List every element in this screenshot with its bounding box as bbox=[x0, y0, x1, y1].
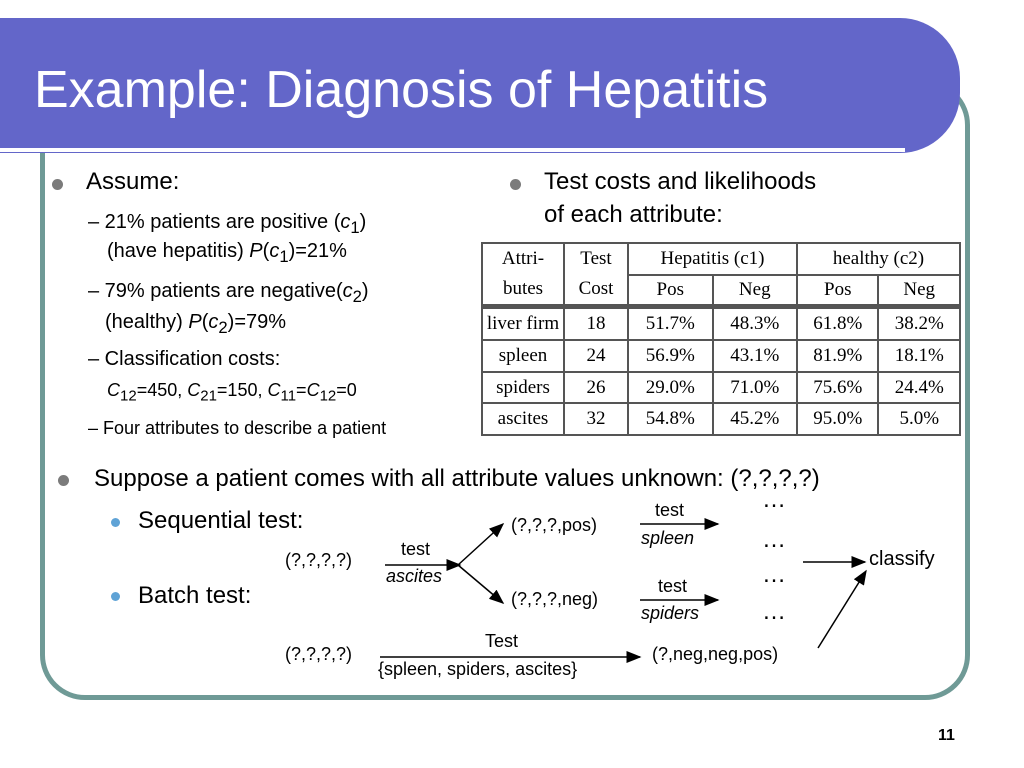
header-healthy: healthy (c2) bbox=[797, 243, 960, 275]
cell-value: 95.0% bbox=[797, 403, 878, 435]
ellipsis: … bbox=[762, 526, 786, 553]
cell-value: 56.9% bbox=[628, 340, 713, 372]
batch-test-set: {spleen, spiders, ascites} bbox=[378, 659, 578, 679]
cell-cost: 18 bbox=[564, 307, 628, 341]
test-costs-heading-2: of each attribute: bbox=[544, 201, 723, 228]
label-test: test bbox=[655, 500, 685, 520]
page-number: 11 bbox=[938, 727, 955, 744]
four-attributes-line: – Four attributes to describe a patient bbox=[88, 418, 387, 438]
cell-value: 54.8% bbox=[628, 403, 713, 435]
header-neg: Neg bbox=[878, 275, 960, 307]
state-pos: (?,?,?,pos) bbox=[511, 515, 598, 535]
cell-cost: 24 bbox=[564, 340, 628, 372]
header-attributes: Attri- butes bbox=[482, 243, 564, 307]
sequential-test-label: Sequential test: bbox=[138, 507, 304, 534]
state-start: (?,?,?,?) bbox=[285, 550, 353, 570]
ellipsis: … bbox=[762, 598, 786, 625]
header-hepatitis: Hepatitis (c1) bbox=[628, 243, 797, 275]
header-pos: Pos bbox=[628, 275, 713, 307]
cell-value: 45.2% bbox=[713, 403, 798, 435]
cell-value: 29.0% bbox=[628, 372, 713, 404]
slide-title: Example: Diagnosis of Hepatitis bbox=[34, 61, 769, 119]
assume-heading: Assume: bbox=[86, 168, 180, 195]
positive-line: – 21% patients are positive $(c_1)$ bbox=[88, 211, 367, 237]
label-test: test bbox=[401, 539, 431, 559]
cell-value: 61.8% bbox=[797, 307, 878, 341]
suppose-line: Suppose a patient comes with all attribute values unknown: (?,?,?,?) bbox=[94, 465, 820, 492]
arrow-to-pos bbox=[458, 524, 503, 565]
label-test: test bbox=[658, 576, 688, 596]
state-neg: (?,?,?,neg) bbox=[511, 589, 599, 609]
cell-value: 18.1% bbox=[878, 340, 960, 372]
header-neg: Neg bbox=[713, 275, 798, 307]
label-spiders: spiders bbox=[641, 603, 700, 623]
classification-costs-line: – Classification costs: bbox=[88, 348, 281, 370]
positive-prob-line: (have hepatitis) $P(c_1)=21\%$ bbox=[107, 240, 347, 266]
cell-cost: 26 bbox=[564, 372, 628, 404]
header-pos: Pos bbox=[797, 275, 878, 307]
cell-attr: spleen bbox=[482, 340, 564, 372]
cell-attr: ascites bbox=[482, 403, 564, 435]
batch-test-label: Batch test: bbox=[138, 582, 252, 609]
cell-value: 48.3% bbox=[713, 307, 798, 341]
cell-value: 51.7% bbox=[628, 307, 713, 341]
cell-value: 38.2% bbox=[878, 307, 960, 341]
cell-attr: liver firm bbox=[482, 307, 564, 341]
cell-value: 71.0% bbox=[713, 372, 798, 404]
batch-test-label-text: Test bbox=[485, 631, 519, 651]
classify-label: classify bbox=[869, 548, 935, 570]
header-test-cost: Test Cost bbox=[564, 243, 628, 307]
cell-value: 43.1% bbox=[713, 340, 798, 372]
classification-costs-values: $C_{12}=450$, $C_{21}=150$, $C_{11}=C_{12}=0$ bbox=[107, 380, 357, 405]
cell-attr: spiders bbox=[482, 372, 564, 404]
cell-value: 24.4% bbox=[878, 372, 960, 404]
batch-result-state: (?,neg,neg,pos) bbox=[652, 644, 779, 664]
cell-value: 5.0% bbox=[878, 403, 960, 435]
ellipsis: … bbox=[762, 486, 786, 513]
arrow-batch-to-classify bbox=[818, 571, 866, 648]
cell-value: 75.6% bbox=[797, 372, 878, 404]
cell-cost: 32 bbox=[564, 403, 628, 435]
test-costs-heading-1: Test costs and likelihoods bbox=[544, 168, 817, 195]
ellipsis: … bbox=[762, 561, 786, 588]
negative-prob-line: (healthy) $P(c_2)=79\%$ bbox=[105, 311, 287, 337]
label-spleen: spleen bbox=[641, 528, 695, 548]
arrow-to-neg bbox=[458, 565, 503, 603]
negative-line: – 79% patients are $negative(c_2)$ bbox=[88, 280, 369, 306]
cell-value: 81.9% bbox=[797, 340, 878, 372]
batch-state-start: (?,?,?,?) bbox=[285, 644, 353, 664]
label-ascites: ascites bbox=[386, 566, 443, 586]
